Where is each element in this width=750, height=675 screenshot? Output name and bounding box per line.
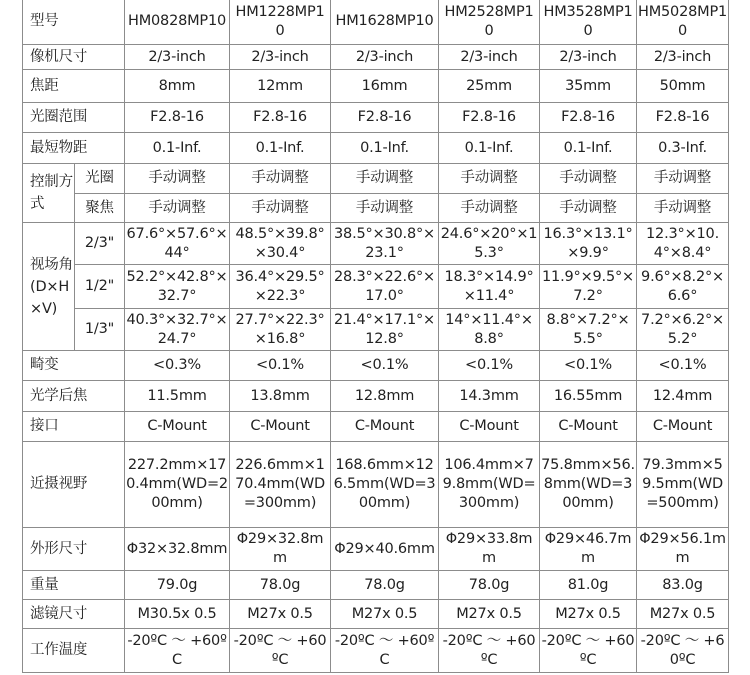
label-distortion: 畸变 [23,351,125,381]
row-close-up-fov [23,442,729,528]
label-mount: 接口 [23,412,125,442]
value-cell: 手动调整 [439,194,540,223]
row-view-angle-1-3 [23,309,729,351]
row-model [23,0,729,45]
value-cell: 75.8mm×56.8mm(WD=300mm) [540,442,637,528]
row-min-object-distance [23,133,729,164]
value-cell: 18.3°×14.9°×11.4° [439,265,540,309]
value-cell: 27.7°×22.3°×16.8° [230,309,331,351]
value-cell: -20ºC ～ +60ºC [637,629,729,673]
row-operating-temp [23,629,729,673]
value-cell: C-Mount [125,412,230,442]
value-cell: Φ32×32.8mm [125,528,230,571]
value-cell: 16.55mm [540,381,637,412]
label-sensor-1-3: 1/3" [75,309,125,351]
value-cell: 手动调整 [331,194,439,223]
label-view-angle: 视场角(D×H×V) [23,223,75,351]
value-cell: 38.5°×30.8°×23.1° [331,223,439,265]
row-aperture-range [23,103,729,133]
row-view-angle-2-3 [23,223,729,265]
value-cell: 手动调整 [439,164,540,194]
row-distortion [23,351,729,381]
value-cell: 226.6mm×170.4mm(WD=300mm) [230,442,331,528]
value-cell: 78.0g [439,571,540,600]
value-cell: 9.6°×8.2°×6.6° [637,265,729,309]
value-cell: F2.8-16 [125,103,230,133]
value-cell: 0.1-Inf. [230,133,331,164]
value-cell: 手动调整 [331,164,439,194]
value-cell: 14°×11.4°×8.8° [439,309,540,351]
value-cell: 0.1-Inf. [331,133,439,164]
model-cell: HM1228MP10 [230,0,331,45]
value-cell: Φ29×56.1mm [637,528,729,571]
label-focal-length: 焦距 [23,70,125,103]
value-cell: Φ29×46.7mm [540,528,637,571]
label-close-up-fov: 近摄视野 [23,442,125,528]
label-sensor-size: 像机尺寸 [23,45,125,70]
value-cell: 手动调整 [637,194,729,223]
value-cell: F2.8-16 [637,103,729,133]
value-cell: 28.3°×22.6°×17.0° [331,265,439,309]
value-cell: M27x 0.5 [331,600,439,629]
value-cell: 227.2mm×170.4mm(WD=200mm) [125,442,230,528]
value-cell: 12mm [230,70,331,103]
value-cell: 手动调整 [230,194,331,223]
value-cell: 11.9°×9.5°×7.2° [540,265,637,309]
value-cell: 52.2°×42.8°×32.7° [125,265,230,309]
label-min-object-distance: 最短物距 [23,133,125,164]
value-cell: -20ºC ～ +60ºC [125,629,230,673]
value-cell: 0.1-Inf. [540,133,637,164]
value-cell: 40.3°×32.7°×24.7° [125,309,230,351]
value-cell: Φ29×40.6mm [331,528,439,571]
value-cell: -20ºC ～ +60ºC [230,629,331,673]
row-sensor-size [23,45,729,70]
value-cell: Φ29×33.8mm [439,528,540,571]
value-cell: <0.1% [637,351,729,381]
value-cell: 48.5°×39.8°×30.4° [230,223,331,265]
value-cell: C-Mount [230,412,331,442]
value-cell: <0.1% [439,351,540,381]
value-cell: M27x 0.5 [439,600,540,629]
value-cell: C-Mount [637,412,729,442]
value-cell: 79.3mm×59.5mm(WD=500mm) [637,442,729,528]
label-control: 控制方式 [23,164,75,223]
value-cell: 81.0g [540,571,637,600]
value-cell: 7.2°×6.2°×5.2° [637,309,729,351]
value-cell: M27x 0.5 [230,600,331,629]
value-cell: 12.4mm [637,381,729,412]
value-cell: 2/3-inch [439,45,540,70]
label-filter-size: 滤镜尺寸 [23,600,125,629]
value-cell: 12.8mm [331,381,439,412]
model-cell: HM1628MP10 [331,0,439,45]
label-control-focus: 聚焦 [75,194,125,223]
value-cell: 78.0g [331,571,439,600]
value-cell: 14.3mm [439,381,540,412]
value-cell: -20ºC ～ +60ºC [540,629,637,673]
lens-spec-table [22,0,729,673]
value-cell: 2/3-inch [540,45,637,70]
value-cell: 36.4°×29.5°×22.3° [230,265,331,309]
label-dimensions: 外形尺寸 [23,528,125,571]
row-filter-size [23,600,729,629]
value-cell: 2/3-inch [230,45,331,70]
value-cell: 8.8°×7.2°×5.5° [540,309,637,351]
row-back-focal-length [23,381,729,412]
row-view-angle-1-2 [23,265,729,309]
value-cell: 35mm [540,70,637,103]
value-cell: 手动调整 [540,164,637,194]
value-cell: 50mm [637,70,729,103]
value-cell: 手动调整 [230,164,331,194]
value-cell: <0.1% [331,351,439,381]
label-sensor-1-2: 1/2" [75,265,125,309]
value-cell: 67.6°×57.6°×44° [125,223,230,265]
value-cell: 24.6°×20°×15.3° [439,223,540,265]
value-cell: <0.1% [540,351,637,381]
value-cell: -20ºC ～ +60ºC [331,629,439,673]
value-cell: 11.5mm [125,381,230,412]
value-cell: C-Mount [439,412,540,442]
value-cell: 16.3°×13.1°×9.9° [540,223,637,265]
row-mount [23,412,729,442]
value-cell: <0.1% [230,351,331,381]
value-cell: F2.8-16 [230,103,331,133]
row-focal-length [23,70,729,103]
model-cell: HM0828MP10 [125,0,230,45]
value-cell: -20ºC ～ +60ºC [439,629,540,673]
value-cell: 12.3°×10.4°×8.4° [637,223,729,265]
value-cell: 79.0g [125,571,230,600]
value-cell: C-Mount [331,412,439,442]
value-cell: 168.6mm×126.5mm(WD=300mm) [331,442,439,528]
label-model: 型号 [23,0,125,45]
value-cell: 8mm [125,70,230,103]
label-sensor-2-3: 2/3" [75,223,125,265]
label-aperture-range: 光圈范围 [23,103,125,133]
value-cell: 手动调整 [125,164,230,194]
row-weight [23,571,729,600]
value-cell: 21.4°×17.1°×12.8° [331,309,439,351]
label-weight: 重量 [23,571,125,600]
label-operating-temp: 工作温度 [23,629,125,673]
value-cell: 106.4mm×79.8mm(WD=300mm) [439,442,540,528]
value-cell: 手动调整 [125,194,230,223]
value-cell: 78.0g [230,571,331,600]
value-cell: 25mm [439,70,540,103]
value-cell: <0.3% [125,351,230,381]
value-cell: Φ29×32.8mm [230,528,331,571]
model-cell: HM3528MP10 [540,0,637,45]
value-cell: 13.8mm [230,381,331,412]
value-cell: 16mm [331,70,439,103]
row-control-focus [23,194,729,223]
row-dimensions [23,528,729,571]
value-cell: 2/3-inch [331,45,439,70]
value-cell: 0.3-Inf. [637,133,729,164]
value-cell: F2.8-16 [439,103,540,133]
value-cell: 2/3-inch [637,45,729,70]
value-cell: C-Mount [540,412,637,442]
value-cell: 0.1-Inf. [125,133,230,164]
label-back-focal-length: 光学后焦 [23,381,125,412]
row-control-iris [23,164,729,194]
label-control-iris: 光圈 [75,164,125,194]
value-cell: F2.8-16 [331,103,439,133]
value-cell: 2/3-inch [125,45,230,70]
value-cell: F2.8-16 [540,103,637,133]
value-cell: 83.0g [637,571,729,600]
value-cell: 0.1-Inf. [439,133,540,164]
value-cell: M30.5x 0.5 [125,600,230,629]
value-cell: 手动调整 [637,164,729,194]
value-cell: M27x 0.5 [637,600,729,629]
model-cell: HM2528MP10 [439,0,540,45]
value-cell: 手动调整 [540,194,637,223]
value-cell: M27x 0.5 [540,600,637,629]
model-cell: HM5028MP10 [637,0,729,45]
